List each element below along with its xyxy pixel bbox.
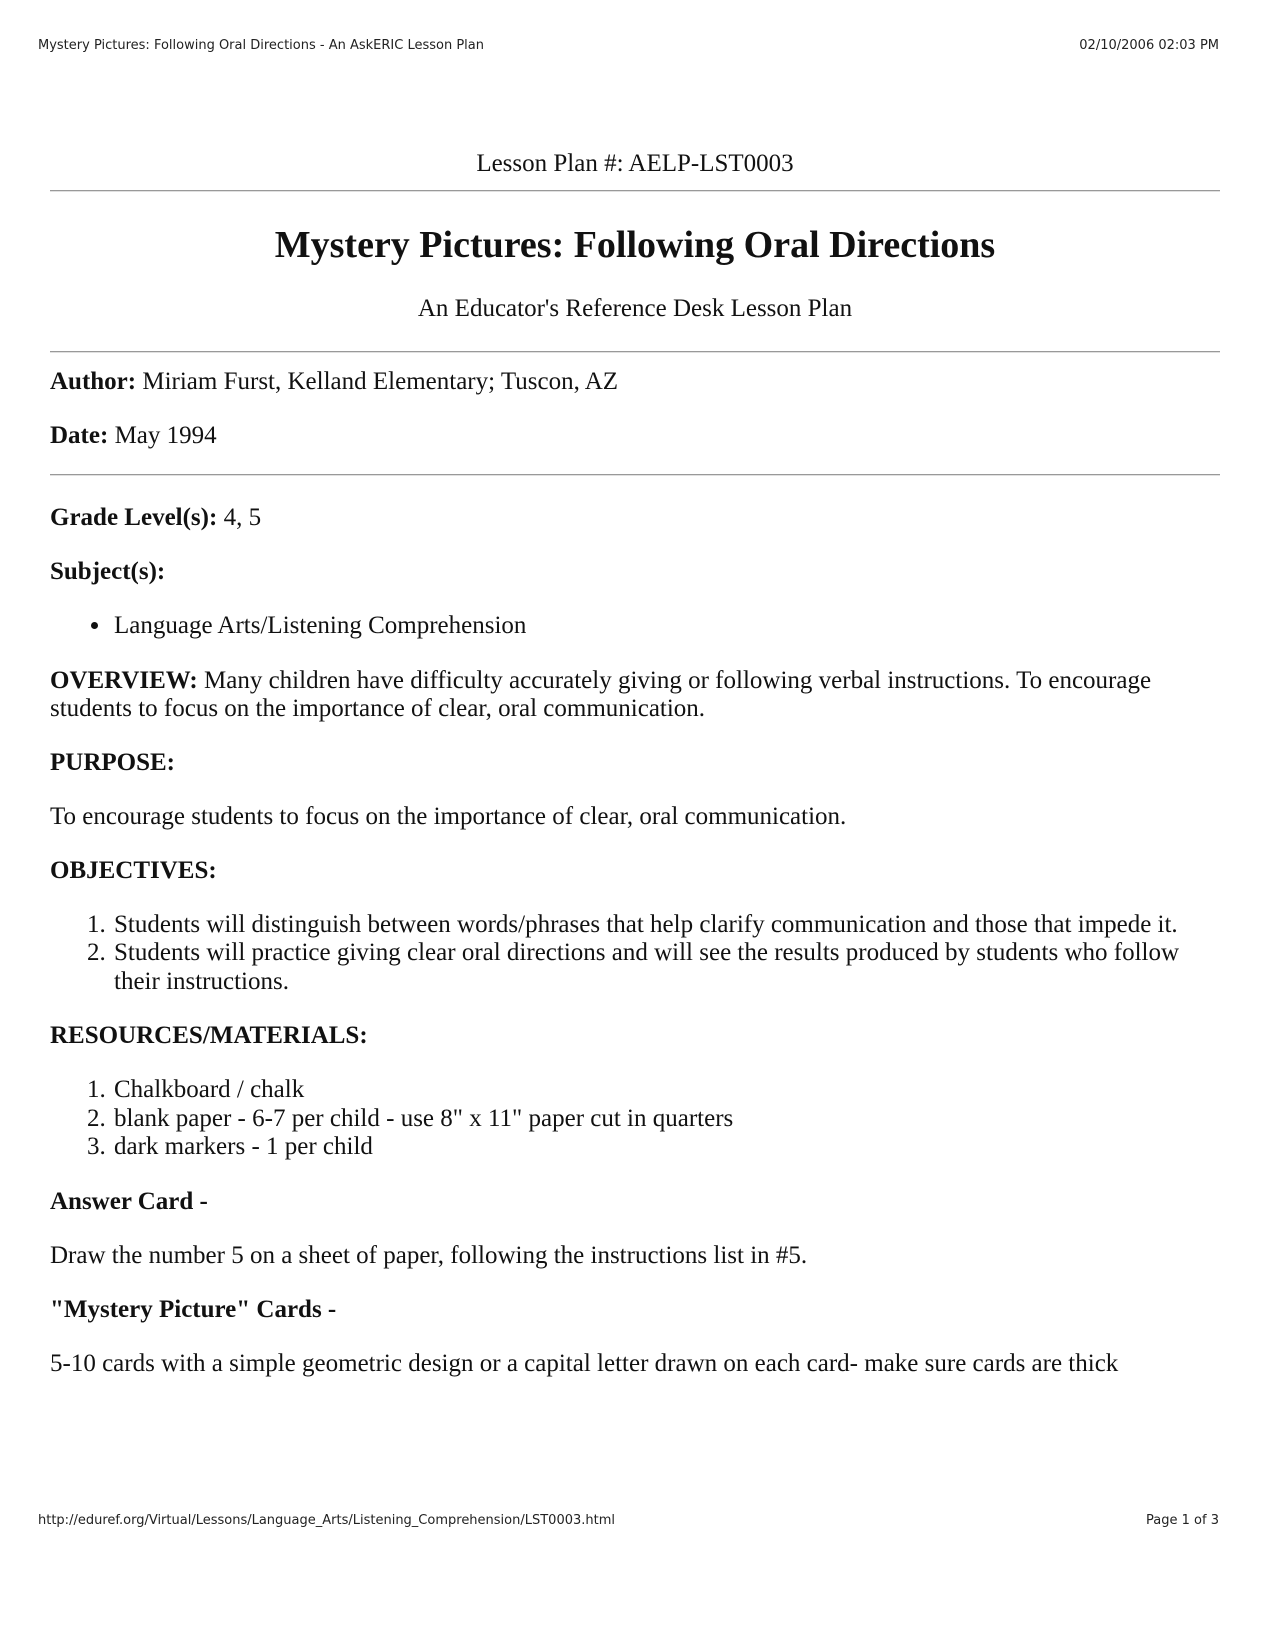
mystery-cards-heading: "Mystery Picture" Cards - xyxy=(50,1295,337,1323)
list-item: • Language Arts/Listening Comprehension xyxy=(112,612,1220,641)
answer-card-text: Draw the number 5 on a sheet of paper, following the instructions list in #5. xyxy=(50,1241,808,1269)
grade-levels-label: Grade Level(s): xyxy=(50,504,218,531)
author-line xyxy=(50,368,1220,396)
grade-levels-line xyxy=(50,504,1220,532)
author-value: Miriam Furst, Kelland Elementary; Tuscon, AZ xyxy=(142,368,619,395)
resources-heading: RESOURCES/MATERIALS: xyxy=(50,1022,368,1049)
print-footer-page: Page 1 of 3 xyxy=(1146,1513,1219,1528)
purpose-text: To encourage students to focus on the importance of clear, oral communication. xyxy=(50,802,847,830)
list-item: 2. Students will practice giving clear oral directions and will see the results produced by students who follow their instructions. xyxy=(112,939,1220,996)
overview-text: Many children have difficulty accurately giving or following verbal instructions. To encourage students to focus on the importance of clear, oral communication. xyxy=(50,666,1152,722)
mystery-cards-text: 5-10 cards with a simple geometric design or a capital letter drawn on each card- make sure cards are thick xyxy=(50,1349,1119,1377)
answer-card-heading: Answer Card - xyxy=(50,1187,208,1215)
print-header-datetime: 02/10/2006 02:03 PM xyxy=(1079,38,1219,53)
print-footer-url: http://eduref.org/Virtual/Lessons/Language_Arts/Listening_Comprehension/LST0003.html xyxy=(38,1513,616,1528)
page-subtitle: An Educator's Reference Desk Lesson Plan xyxy=(417,295,853,322)
date-label: Date: xyxy=(50,422,109,449)
author-label: Author: xyxy=(50,368,137,395)
list-item: 1. Chalkboard / chalk xyxy=(112,1076,1220,1105)
overview-paragraph xyxy=(50,667,1220,723)
lesson-content xyxy=(50,150,1220,1378)
list-item: 2. blank paper - 6-7 per child - use 8" x 11" paper cut in quarters xyxy=(112,1105,1220,1134)
overview-label: OVERVIEW: xyxy=(50,666,198,694)
subjects-list xyxy=(50,612,1220,641)
divider xyxy=(50,351,1220,353)
page-title: Mystery Pictures: Following Oral Directions xyxy=(274,224,996,266)
divider xyxy=(50,190,1220,192)
divider xyxy=(50,474,1220,476)
print-header-title: Mystery Pictures: Following Oral Directions - An AskERIC Lesson Plan xyxy=(38,38,484,53)
print-header xyxy=(38,38,1219,53)
objectives-list xyxy=(50,911,1220,997)
resources-list xyxy=(50,1076,1220,1162)
subjects-heading: Subject(s): xyxy=(50,558,166,585)
list-item: 3. dark markers - 1 per child xyxy=(112,1133,1220,1162)
lesson-plan-number: Lesson Plan #: AELP-LST0003 xyxy=(476,150,794,177)
grade-levels-value: 4, 5 xyxy=(223,504,262,531)
date-value: May 1994 xyxy=(114,422,217,449)
list-item: 1. Students will distinguish between words/phrases that help clarify communication and those that impede it. xyxy=(112,911,1220,940)
purpose-heading: PURPOSE: xyxy=(50,748,175,776)
date-line xyxy=(50,422,1220,450)
print-footer xyxy=(38,1513,1219,1528)
objectives-heading: OBJECTIVES: xyxy=(50,856,217,884)
